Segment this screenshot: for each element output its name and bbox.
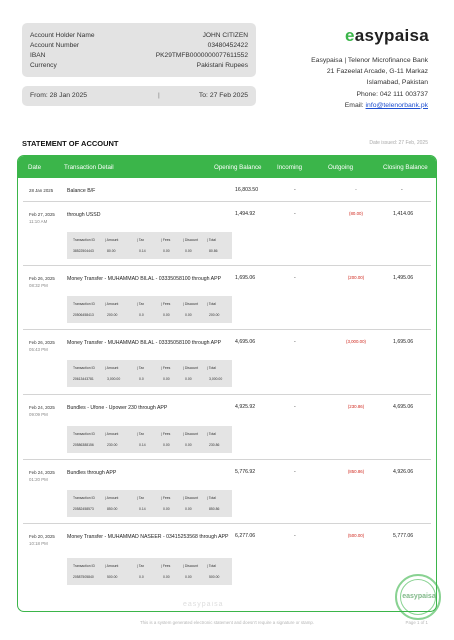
- table-row: [23, 395, 431, 460]
- row-date: [29, 275, 55, 289]
- breakdown-fees: 0.00: [163, 575, 170, 579]
- transaction-breakdown: [67, 232, 232, 259]
- period-to: To: 27 Feb 2025: [198, 92, 248, 99]
- row-date: [29, 187, 53, 194]
- row-incoming: -: [294, 275, 296, 281]
- stamp-text: easypaisa: [402, 593, 436, 600]
- account-value: PK29TMFB0000000077611552: [155, 52, 248, 59]
- breakdown-header-amount: | Amount: [105, 564, 119, 568]
- breakdown-total: 850.86: [209, 507, 220, 511]
- bank-address-line1: 21 Fazeelat Arcade, G-11 Markaz: [326, 68, 428, 76]
- breakdown-header-tax: | Tax: [137, 496, 145, 500]
- row-date-text: Feb 26, 2025: [29, 276, 55, 281]
- breakdown-id: 20613443781: [73, 377, 94, 381]
- breakdown-fees: 0.00: [163, 377, 170, 381]
- row-closing: 5,777.06: [393, 533, 414, 539]
- breakdown-header-tax: | Tax: [137, 564, 145, 568]
- account-label: Account Number: [30, 42, 80, 49]
- account-row: [30, 61, 248, 71]
- row-detail: Balance B/F: [67, 188, 96, 194]
- breakdown-header-id: Transaction ID: [73, 302, 95, 306]
- row-time: 10:18 PM: [29, 541, 48, 546]
- row-opening: 6,277.06: [235, 533, 256, 539]
- breakdown-header-discount: | Discount: [183, 564, 199, 568]
- bank-email-line: [311, 100, 428, 111]
- breakdown-discount: 0.00: [185, 575, 192, 579]
- transaction-breakdown: [67, 296, 232, 323]
- row-date-text: Feb 20, 2025: [29, 534, 55, 539]
- row-outgoing: (3,000.00): [345, 339, 366, 344]
- transaction-breakdown: [67, 490, 232, 517]
- breakdown-fees: 0.00: [163, 313, 170, 317]
- account-label: Currency: [30, 62, 57, 69]
- breakdown-id: 38522504443: [73, 249, 94, 253]
- row-incoming: -: [294, 339, 296, 345]
- row-opening: 1,494.92: [235, 211, 256, 217]
- row-closing: 1,495.06: [393, 275, 414, 281]
- breakdown-header-fees: | Fees: [161, 496, 171, 500]
- footer-note: This is a system generated electronic statement and doesn't require a signature or stamp.: [139, 620, 315, 625]
- row-date-text: Feb 26, 2025: [29, 340, 55, 345]
- table-row: [23, 178, 431, 202]
- breakdown-header-id: Transaction ID: [73, 432, 95, 436]
- account-row: [30, 31, 248, 41]
- breakdown-total: 500.00: [209, 575, 220, 579]
- page-number: Page 1 of 1: [405, 620, 428, 625]
- row-detail: Money Transfer - MUHAMMAD BILAL - 03335058100 through APP: [67, 276, 222, 282]
- breakdown-discount: 0.00: [185, 249, 192, 253]
- breakdown-header-id: Transaction ID: [73, 564, 95, 568]
- row-opening: 5,776.92: [235, 469, 256, 475]
- row-date-text: Feb 27, 2025: [29, 212, 55, 217]
- account-row: [30, 51, 248, 61]
- row-time: 09:09 PM: [29, 412, 48, 417]
- row-detail: Money Transfer - MUHAMMAD NASEER - 03415253568 through APP: [67, 534, 229, 540]
- breakdown-amount: 80.00: [107, 249, 116, 253]
- breakdown-tax: 0.0: [139, 313, 144, 317]
- breakdown-header-discount: | Discount: [183, 366, 199, 370]
- row-incoming: -: [294, 187, 296, 193]
- breakdown-header-id: Transaction ID: [73, 496, 95, 500]
- account-value: JOHN CITIZEN: [202, 32, 248, 39]
- breakdown-tax: 0.14: [139, 443, 146, 447]
- table-row: [23, 202, 431, 266]
- row-incoming: -: [294, 469, 296, 475]
- breakdown-amount: 200.00: [107, 313, 118, 317]
- row-outgoing: -: [355, 187, 357, 192]
- period-from: From: 28 Jan 2025: [30, 92, 88, 99]
- row-outgoing: (500.00): [347, 533, 365, 538]
- header-incoming: Incoming: [277, 164, 303, 171]
- breakdown-header-tax: | Tax: [137, 432, 145, 436]
- row-outgoing: (230.86): [347, 404, 365, 409]
- account-row: [30, 41, 248, 51]
- account-label: Account Holder Name: [30, 32, 95, 39]
- row-opening: 1,695.06: [235, 275, 256, 281]
- table-row: [23, 460, 431, 524]
- breakdown-header-fees: | Fees: [161, 238, 171, 242]
- header-detail: Transaction Detail: [64, 164, 114, 171]
- breakdown-header-discount: | Discount: [183, 496, 199, 500]
- header-date: Date: [28, 164, 42, 171]
- row-opening: 4,695.06: [235, 339, 256, 345]
- row-outgoing: (80.00): [349, 211, 363, 216]
- breakdown-header-total: | Total: [207, 302, 216, 306]
- watermark: easypaisa: [183, 601, 224, 608]
- breakdown-amount: 230.00: [107, 443, 118, 447]
- header-outgoing: Outgoing: [328, 164, 354, 171]
- table-row: [23, 330, 431, 395]
- row-closing: 4,695.06: [393, 404, 414, 410]
- table-row: [23, 524, 431, 608]
- row-date: [29, 339, 55, 353]
- breakdown-total: 3,000.00: [209, 377, 223, 381]
- breakdown-tax: 0.0: [139, 575, 144, 579]
- breakdown-header-amount: | Amount: [105, 432, 119, 436]
- row-detail: through USSD: [67, 212, 101, 218]
- period-separator: |: [158, 92, 160, 99]
- table-header: [18, 156, 436, 178]
- transaction-breakdown: [67, 426, 232, 453]
- breakdown-total: 230.86: [209, 443, 220, 447]
- row-closing: 4,926.06: [393, 469, 414, 475]
- easypaisa-logo: easypaisa: [345, 26, 430, 45]
- transactions-table: [17, 155, 437, 612]
- breakdown-tax: 0.0: [139, 377, 144, 381]
- row-date: [29, 404, 55, 418]
- breakdown-id: 20586388156: [73, 443, 94, 447]
- row-incoming: -: [294, 404, 296, 410]
- breakdown-header-tax: | Tax: [137, 302, 145, 306]
- breakdown-discount: 0.00: [185, 313, 192, 317]
- breakdown-header-discount: | Discount: [183, 302, 199, 306]
- breakdown-id: 20506458413: [73, 313, 94, 317]
- breakdown-discount: 0.00: [185, 443, 192, 447]
- table-row: [23, 266, 431, 330]
- breakdown-tax: 0.14: [139, 249, 146, 253]
- breakdown-header-fees: | Fees: [161, 366, 171, 370]
- breakdown-amount: 500.00: [107, 575, 118, 579]
- breakdown-header-discount: | Discount: [183, 238, 199, 242]
- bank-address-block: [311, 55, 428, 111]
- row-detail: Bundles through APP: [67, 470, 117, 476]
- row-date-text: 28 Jan 2025: [29, 188, 54, 193]
- row-incoming: -: [294, 533, 296, 539]
- row-date-text: Feb 24, 2025: [29, 405, 55, 410]
- bank-phone: Phone: 042 111 003737: [356, 90, 428, 98]
- breakdown-amount: 3,000.00: [107, 377, 121, 381]
- account-value: 03480452422: [207, 42, 248, 49]
- breakdown-header-tax: | Tax: [137, 238, 145, 242]
- row-incoming: -: [294, 211, 296, 217]
- breakdown-header-amount: | Amount: [105, 366, 119, 370]
- breakdown-id: 20582458573: [73, 507, 94, 511]
- row-time: 11:10 AM: [29, 219, 48, 224]
- row-closing: -: [401, 187, 403, 193]
- breakdown-header-total: | Total: [207, 496, 216, 500]
- breakdown-tax: 0.14: [139, 507, 146, 511]
- breakdown-fees: 0.00: [163, 249, 170, 253]
- breakdown-header-fees: | Fees: [161, 564, 171, 568]
- account-value: Pakistani Rupees: [196, 62, 248, 69]
- row-closing: 1,414.06: [393, 211, 414, 217]
- breakdown-header-total: | Total: [207, 432, 216, 436]
- breakdown-header-tax: | Tax: [137, 366, 145, 370]
- bank-address-line2: Islamabad, Pakistan: [366, 79, 428, 87]
- row-time: 05:43 PM: [29, 347, 48, 352]
- breakdown-discount: 0.00: [185, 507, 192, 511]
- breakdown-total: 200.00: [209, 313, 220, 317]
- easypaisa-stamp: [395, 574, 441, 620]
- breakdown-header-total: | Total: [207, 238, 216, 242]
- row-detail: Bundles - Ufone - Upower 230 through APP: [67, 405, 168, 411]
- breakdown-total: 80.86: [209, 249, 218, 253]
- breakdown-header-fees: | Fees: [161, 302, 171, 306]
- breakdown-header-id: Transaction ID: [73, 238, 95, 242]
- breakdown-header-total: | Total: [207, 366, 216, 370]
- row-opening: 4,925.92: [235, 404, 256, 410]
- breakdown-header-discount: | Discount: [183, 432, 199, 436]
- row-closing: 1,695.06: [393, 339, 414, 345]
- breakdown-header-amount: | Amount: [105, 496, 119, 500]
- statement-title: STATEMENT OF ACCOUNT: [22, 139, 119, 148]
- breakdown-header-total: | Total: [207, 564, 216, 568]
- breakdown-id: 20587505840: [73, 575, 94, 579]
- row-outgoing: (850.86): [347, 469, 365, 474]
- breakdown-header-fees: | Fees: [161, 432, 171, 436]
- statement-period: [22, 86, 256, 106]
- row-date-text: Feb 24, 2025: [29, 470, 55, 475]
- row-date: [29, 211, 55, 225]
- breakdown-header-id: Transaction ID: [73, 366, 95, 370]
- row-detail: Money Transfer - MUHAMMAD BILAL - 03335058100 through APP: [67, 340, 222, 346]
- breakdown-header-amount: | Amount: [105, 302, 119, 306]
- breakdown-header-amount: | Amount: [105, 238, 119, 242]
- header-closing: Closing Balance: [383, 164, 428, 171]
- breakdown-discount: 0.00: [185, 377, 192, 381]
- transaction-breakdown: [67, 360, 232, 387]
- bank-email-label: Email:: [344, 101, 364, 109]
- bank-name: Easypaisa | Telenor Microfinance Bank: [311, 57, 428, 64]
- breakdown-amount: 850.00: [107, 507, 118, 511]
- breakdown-fees: 0.00: [163, 507, 170, 511]
- account-label: IBAN: [30, 52, 46, 59]
- row-opening: 16,803.50: [235, 187, 259, 193]
- transaction-breakdown: [67, 558, 232, 585]
- row-time: 08:32 PM: [29, 283, 48, 288]
- header-opening: Opening Balance: [214, 164, 262, 171]
- row-date: [29, 533, 55, 547]
- row-outgoing: (200.00): [347, 275, 365, 280]
- row-time: 01:20 PM: [29, 477, 48, 482]
- statement-issued-date: Date issued: 27 Feb, 2025: [369, 140, 428, 146]
- bank-email-link[interactable]: info@telenorbank.pk: [365, 101, 428, 109]
- row-date: [29, 469, 55, 483]
- breakdown-fees: 0.00: [163, 443, 170, 447]
- account-info-box: [22, 23, 256, 77]
